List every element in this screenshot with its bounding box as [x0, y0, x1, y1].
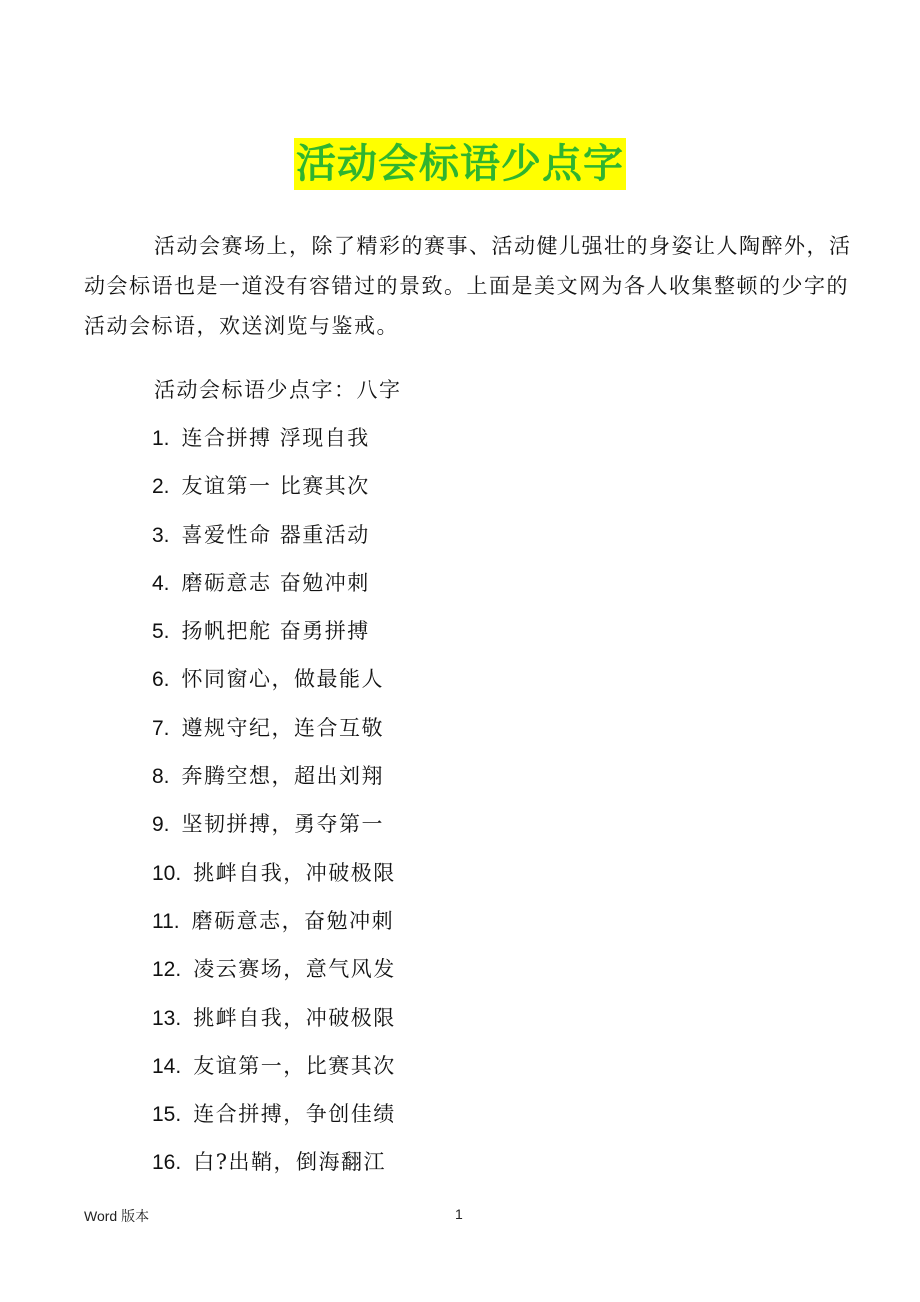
list-item-number: 2.: [152, 475, 170, 499]
list-item-number: 8.: [152, 765, 170, 789]
list-item: [152, 756, 396, 804]
list-item-text: 友谊第一，比赛其次: [193, 1053, 396, 1078]
list-item-number: 4.: [152, 571, 170, 595]
list-item-text: 连合拼搏，争创佳绩: [193, 1102, 396, 1127]
list-item-text: 遵规守纪，连合互敬: [181, 715, 385, 740]
list-item-text: 磨砺意志 奋勉冲刺: [181, 570, 370, 595]
list-item-number: 11.: [152, 909, 180, 933]
list-item: [152, 708, 396, 756]
list-item-number: 7.: [152, 716, 170, 740]
list-item-number: 6.: [152, 668, 170, 692]
list-item-text: 喜爱性命 器重活动: [181, 522, 370, 547]
list-item-text: 扬帆把舵 奋勇拼搏: [181, 619, 370, 644]
list-item: [152, 563, 396, 611]
list-item: [152, 901, 396, 949]
list-item: [152, 418, 396, 466]
list-item-text: 友谊第一 比赛其次: [181, 474, 370, 499]
intro-paragraph: 活动会赛场上，除了精彩的赛事、活动健儿强壮的身姿让人陶醉外，活动会标语也是一道没有容错过的景致。上面是美文网为各人收集整顿的少字的活动会标语，欢送浏览与鉴戒。: [84, 234, 852, 338]
list-item-text: 凌云赛场，意气风发: [193, 957, 396, 982]
list-item-text: 奔腾空想，超出刘翔: [181, 764, 385, 789]
list-item: [152, 804, 396, 852]
list-item-number: 1.: [152, 427, 170, 450]
list-item: [152, 466, 396, 514]
slogan-list: [152, 418, 396, 1191]
list-item: [152, 1046, 396, 1094]
list-item: [152, 1094, 396, 1142]
section-subheading: 活动会标语少点字：八字: [154, 378, 402, 402]
list-item-text: 坚韧拼搏，勇夺第一: [181, 812, 385, 837]
list-item-text: 挑衅自我，冲破极限: [193, 860, 396, 885]
list-item-number: 14.: [152, 1054, 182, 1078]
list-item: [152, 611, 396, 659]
list-item-number: 10.: [152, 861, 182, 885]
list-item-number: 13.: [152, 1006, 182, 1030]
footer-version-label: Word 版本: [84, 1208, 150, 1224]
list-item: [152, 1142, 396, 1190]
list-item-number: 9.: [152, 813, 170, 837]
list-item: [152, 853, 396, 901]
page-title: 活动会标语少点字: [294, 138, 626, 190]
list-item-text: 白?出鞘，倒海翻江: [193, 1150, 386, 1175]
list-item: [152, 515, 396, 563]
title-wrap: [0, 138, 920, 190]
footer-page-number: 1: [455, 1206, 463, 1222]
list-item-number: 5.: [152, 620, 170, 644]
list-item-text: 磨砺意志，奋勉冲刺: [191, 908, 395, 933]
list-item: [152, 998, 396, 1046]
list-item-number: 3.: [152, 523, 170, 547]
list-item: [152, 659, 396, 707]
list-item: [152, 949, 396, 997]
list-item-number: 12.: [152, 958, 182, 982]
list-item-number: 15.: [152, 1103, 182, 1127]
list-item-number: 16.: [152, 1151, 182, 1175]
list-item-text: 挑衅自我，冲破极限: [193, 1005, 396, 1030]
list-item-text: 怀同窗心，做最能人: [181, 667, 385, 692]
list-item-text: 连合拼搏 浮现自我: [181, 426, 370, 450]
